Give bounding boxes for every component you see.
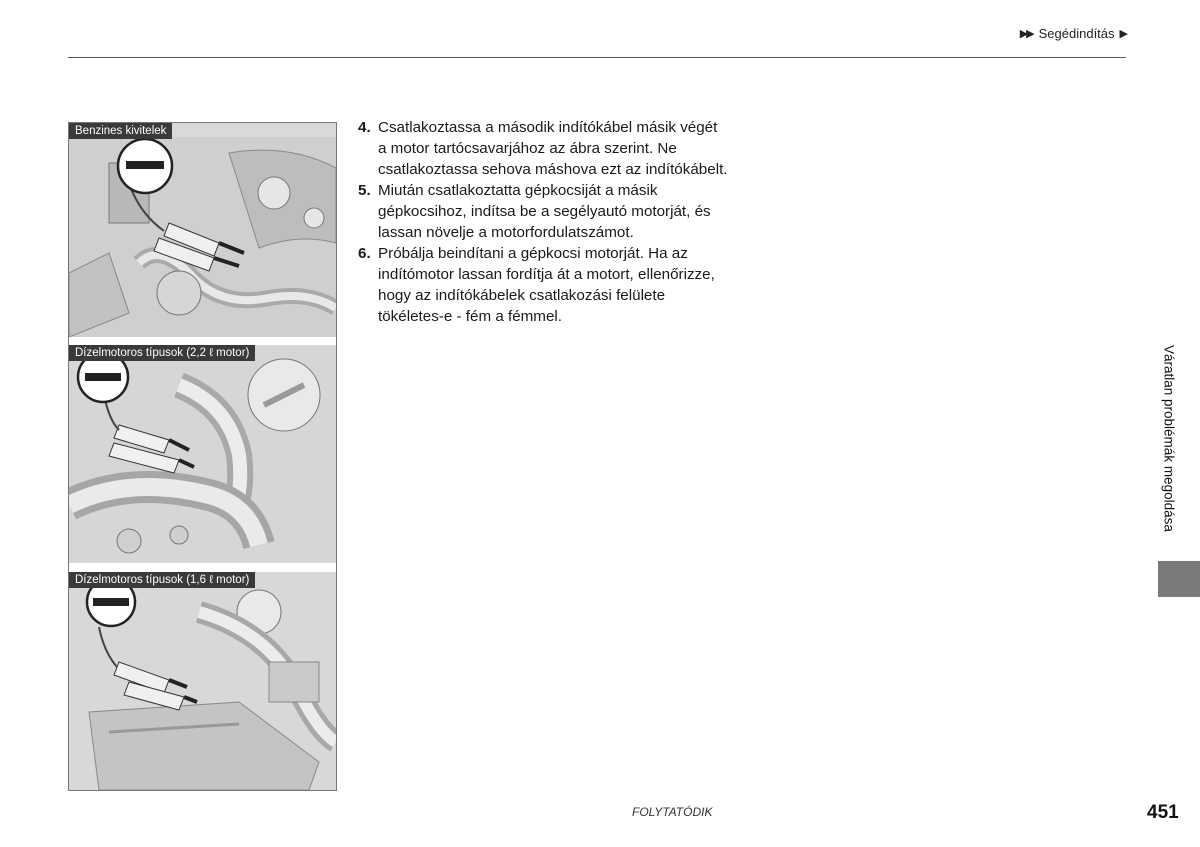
figure-label: Benzines kivitelek	[69, 123, 172, 139]
breadcrumb	[1020, 26, 1128, 41]
triangle-right-icon: ▶	[1119, 28, 1128, 40]
section-tab-label: Váratlan problémák megoldása	[1161, 345, 1177, 532]
step-item	[358, 117, 728, 180]
figure-column	[68, 122, 337, 791]
figure-label: Dízelmotoros típusok (2,2 ℓ motor)	[69, 345, 255, 361]
breadcrumb-label: Segédindítás	[1038, 26, 1115, 41]
figure-label: Dízelmotoros típusok (1,6 ℓ motor)	[69, 572, 255, 588]
step-text: Csatlakoztassa a második indítókábel másik végét a motor tartócsavarjához az ábra szerint. Ne csatlakoztassa sehova máshova ezt az indítókábelt.	[378, 119, 728, 178]
negative-terminal-icon	[118, 139, 172, 193]
step-item	[358, 243, 728, 327]
step-number: 5.	[358, 182, 371, 199]
figure-petrol	[69, 123, 336, 337]
figure-diesel-1-6	[69, 572, 336, 790]
page-number: 451	[1147, 802, 1179, 823]
header-divider	[68, 57, 1126, 58]
step-item	[358, 180, 728, 243]
instruction-steps	[358, 117, 728, 327]
engine-illustration-diesel-1-6	[69, 572, 336, 790]
step-number: 6.	[358, 245, 371, 262]
section-tab-marker	[1158, 561, 1200, 597]
double-triangle-right-icon: ▶▶	[1019, 28, 1033, 40]
step-text: Próbálja beindítani a gépkocsi motorját. Ha az indítómotor lassan fordítja át a motort, ellenőrizze, hogy az indítókábelek csatlakozási felülete tökéletes-e - fém a fémmel.	[378, 245, 715, 325]
step-text: Miután csatlakoztatta gépkocsiját a másik gépkocsihoz, indítsa be a segélyautó motorját, és lassan növelje a motorfordulatszámot.	[378, 182, 711, 241]
engine-illustration-petrol	[69, 123, 336, 337]
continued-label: FOLYTATÓDIK	[632, 805, 713, 819]
engine-illustration-diesel-2-2	[69, 345, 336, 563]
figure-diesel-2-2	[69, 345, 336, 563]
step-number: 4.	[358, 119, 371, 136]
